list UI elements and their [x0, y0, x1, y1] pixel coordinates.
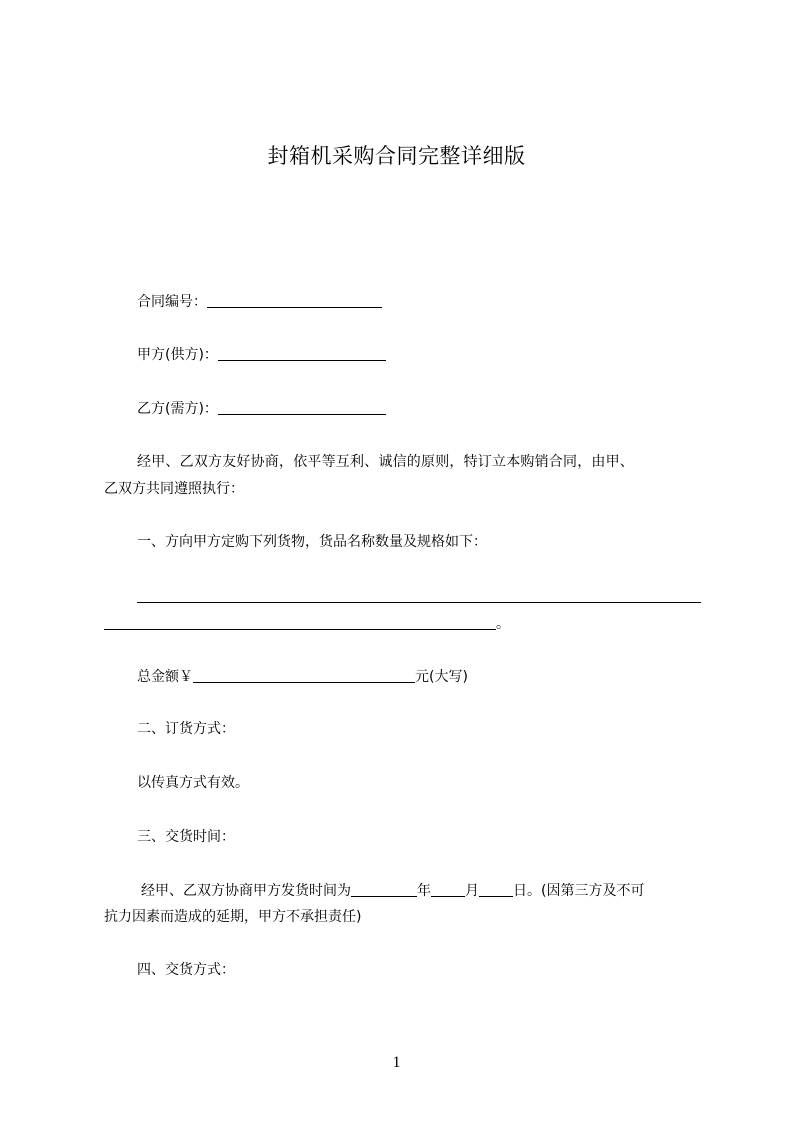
party-a-line: [137, 343, 386, 366]
delivery-time-line-1: [141, 879, 644, 902]
party-b-label: 乙方(需方)：: [137, 401, 218, 417]
goods-blank-1: [137, 587, 701, 603]
party-b-blank: [218, 399, 386, 415]
delivery-year-label: 年: [417, 883, 431, 899]
goods-blank-line-1: [137, 585, 701, 608]
delivery-day-label: 日。(因第三方及不可: [513, 883, 645, 899]
section-2-heading: 二、订货方式：: [137, 721, 235, 737]
delivery-time-line-2: 抗力因素而造成的延期，甲方不承担责任): [104, 909, 362, 925]
total-amount-suffix: 元(大写): [415, 669, 468, 685]
page-number: 1: [392, 1054, 401, 1071]
goods-blank-2: [104, 614, 496, 630]
section-1-heading: 一、方向甲方定购下列货物，货品名称数量及规格如下：: [137, 534, 487, 550]
party-b-line: [137, 397, 386, 420]
intro-paragraph-line-2: 乙双方共同遵照执行：: [104, 481, 244, 497]
order-method-text: 以传真方式有效。: [137, 775, 249, 791]
intro-paragraph-line-1: 经甲、乙双方友好协商，依平等互利、诚信的原则，特订立本购销合同，由甲、: [137, 454, 634, 470]
goods-blank-line-2: [104, 612, 510, 635]
contract-number-line: [137, 290, 382, 313]
section-3-heading: 三、交货时间：: [137, 829, 235, 845]
delivery-year-blank: [351, 881, 417, 897]
contract-number-label: 合同编号：: [137, 294, 207, 310]
delivery-month-label: 月: [465, 883, 479, 899]
delivery-day-blank: [479, 881, 513, 897]
goods-end-mark: 。: [496, 616, 510, 632]
total-amount-blank: [193, 667, 415, 683]
total-amount-label: 总金额￥: [137, 669, 193, 685]
total-amount-line: [137, 665, 468, 688]
section-4-heading: 四、交货方式：: [137, 962, 235, 978]
party-a-label: 甲方(供方)：: [137, 347, 218, 363]
document-title: 封箱机采购合同完整详细版: [267, 144, 526, 168]
delivery-prefix: 经甲、乙双方协商甲方发货时间为: [141, 883, 351, 899]
party-a-blank: [218, 345, 386, 361]
delivery-month-blank: [431, 881, 465, 897]
contract-number-blank: [207, 292, 382, 308]
